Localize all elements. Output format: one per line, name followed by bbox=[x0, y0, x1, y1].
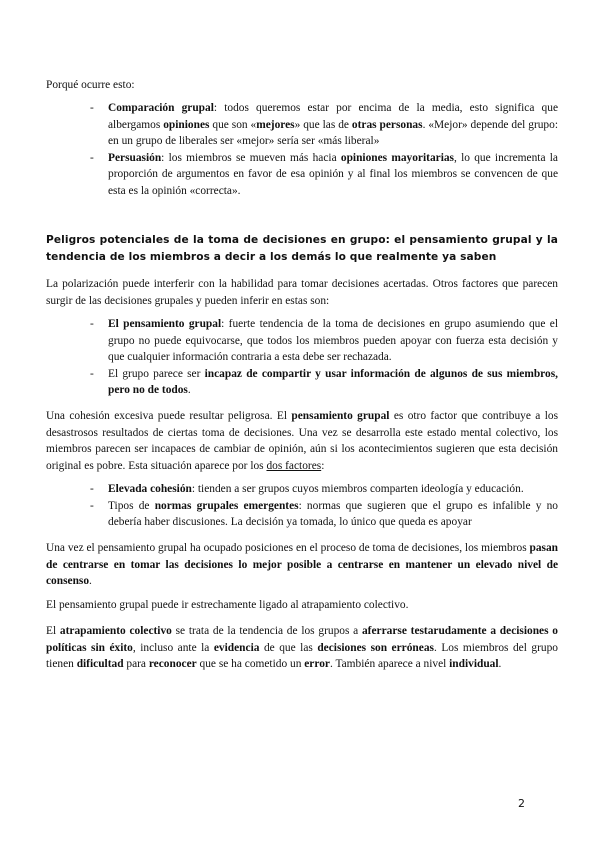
entrapment-paragraph bbox=[46, 623, 558, 673]
term: evidencia bbox=[213, 641, 260, 654]
text: Una vez el pensamiento grupal ha ocupado posiciones en el proceso de toma de decisiones, los miembros bbox=[46, 542, 530, 554]
text: , incluso ante la bbox=[132, 641, 214, 654]
text: : fuerte tendencia de la toma de decisiones en grupo asumiendo que el grupo no puede equivocarse, que todos los miembros pueden apoyar con fuerza esta decisión y que cualquier información contraria a esta debe ser rechazada. bbox=[108, 318, 559, 363]
dash-bullet: - bbox=[90, 499, 94, 512]
text: . bbox=[89, 575, 92, 587]
entrapment-link-paragraph: El pensamiento grupal puede ir estrechamente ligado al atrapamiento colectivo. bbox=[46, 599, 409, 611]
text: Una cohesión excesiva puede resultar peligrosa. El bbox=[46, 410, 292, 422]
term: El pensamiento grupal bbox=[108, 318, 222, 330]
term: otras personas bbox=[351, 118, 423, 131]
term: individual bbox=[449, 658, 499, 670]
term: pasan de centrarse en tomar las decisiones lo mejor posible a centrarse en mantener un elevado nivel de consenso bbox=[46, 542, 558, 587]
term: Comparación grupal bbox=[108, 102, 214, 114]
term: opiniones bbox=[163, 118, 210, 131]
term: Elevada cohesión bbox=[108, 483, 192, 495]
text: de que las bbox=[259, 641, 318, 654]
term: incapaz de compartir y usar información de algunos de sus miembros, pero no de todos bbox=[108, 367, 558, 396]
text: . bbox=[187, 384, 191, 396]
section-heading: Peligros potenciales de la toma de decisiones en grupo: el pensamiento grupal y la tendencia de los miembros a decir a los demás lo que realmente ya saben bbox=[46, 234, 558, 263]
text: El grupo parece ser bbox=[108, 367, 205, 380]
page-number: 2 bbox=[518, 797, 525, 810]
two-factors-list bbox=[46, 481, 558, 531]
text: : bbox=[321, 459, 325, 472]
term: normas grupales emergentes bbox=[154, 499, 299, 512]
term: atrapamiento colectivo bbox=[59, 625, 172, 637]
text: Tipos de bbox=[108, 499, 155, 512]
list-item bbox=[46, 100, 558, 150]
polarization-paragraph: La polarización puede interferir con la habilidad para tomar decisiones acertadas. Otros factores que parecen surgir de las decisiones grupales y pueden inferir en estas son: bbox=[46, 278, 558, 307]
text: , lo que incrementa la proporción de argumentos en favor de esa opinión y al final los miembros se convencen de que esta es la opinión «correcta». bbox=[108, 151, 558, 197]
list-item bbox=[46, 498, 558, 531]
intro-text: Porqué ocurre esto: bbox=[46, 79, 135, 91]
text: que se ha cometido un bbox=[196, 658, 305, 670]
dash-bullet: - bbox=[90, 151, 94, 164]
dash-bullet: - bbox=[90, 483, 94, 495]
text: . También aparece a nivel bbox=[329, 658, 450, 670]
term: Persuasión bbox=[108, 151, 162, 164]
dash-bullet: - bbox=[90, 102, 94, 114]
term: reconocer bbox=[148, 658, 197, 670]
list-item bbox=[46, 481, 558, 498]
text: es otro factor que contribuye a los desastrosos resultados de ciertas toma de decisiones. Una vez se desarrolla este estado mental colectivo, los miembros parecen ser incapaces de cambiar de opinión, aún si los acontecimientos sugieren que esta decisión original es pobre. Esta situación aparece por los bbox=[46, 410, 558, 472]
text: . «Mejor» depende del grupo: en un grupo de liberales ser «mejor» sería ser «más liberal» bbox=[108, 118, 558, 147]
text: : los miembros se mueven más hacia bbox=[161, 151, 341, 164]
text: que son « bbox=[209, 118, 257, 131]
factors-list bbox=[46, 316, 558, 399]
text: » que las de bbox=[294, 118, 352, 131]
term: error bbox=[304, 658, 330, 670]
text: se trata de la tendencia de los grupos a bbox=[171, 625, 362, 637]
underlined-text: dos factores bbox=[266, 459, 322, 472]
text: : todos queremos estar por encima de la media, esto significa que albergamos bbox=[108, 102, 558, 131]
term: mejores bbox=[256, 118, 295, 131]
term: dificultad bbox=[76, 658, 124, 670]
dash-bullet: - bbox=[90, 367, 94, 380]
list-item bbox=[46, 316, 558, 366]
text: para bbox=[123, 658, 149, 670]
text: El bbox=[46, 625, 60, 637]
cohesion-paragraph bbox=[46, 408, 558, 474]
term: aferrarse testarudamente a decisiones o políticas sin éxito bbox=[46, 625, 558, 654]
term: pensamiento grupal bbox=[291, 410, 390, 422]
text: . Los miembros del grupo tienen bbox=[46, 641, 558, 670]
dash-bullet: - bbox=[90, 318, 94, 330]
list-item bbox=[46, 366, 558, 399]
list-item bbox=[46, 150, 558, 200]
term: decisiones son erróneas bbox=[317, 641, 434, 654]
consensus-paragraph bbox=[46, 540, 558, 590]
term: opiniones mayoritarias bbox=[340, 151, 454, 164]
reasons-list bbox=[46, 100, 558, 199]
text: : normas que sugieren que el grupo es infalible y no debería haber discusiones. La decisión ya tomada, lo único que queda es apoyar bbox=[108, 499, 558, 528]
text: . bbox=[498, 658, 502, 670]
text: : tienden a ser grupos cuyos miembros comparten ideología y educación. bbox=[191, 483, 524, 495]
